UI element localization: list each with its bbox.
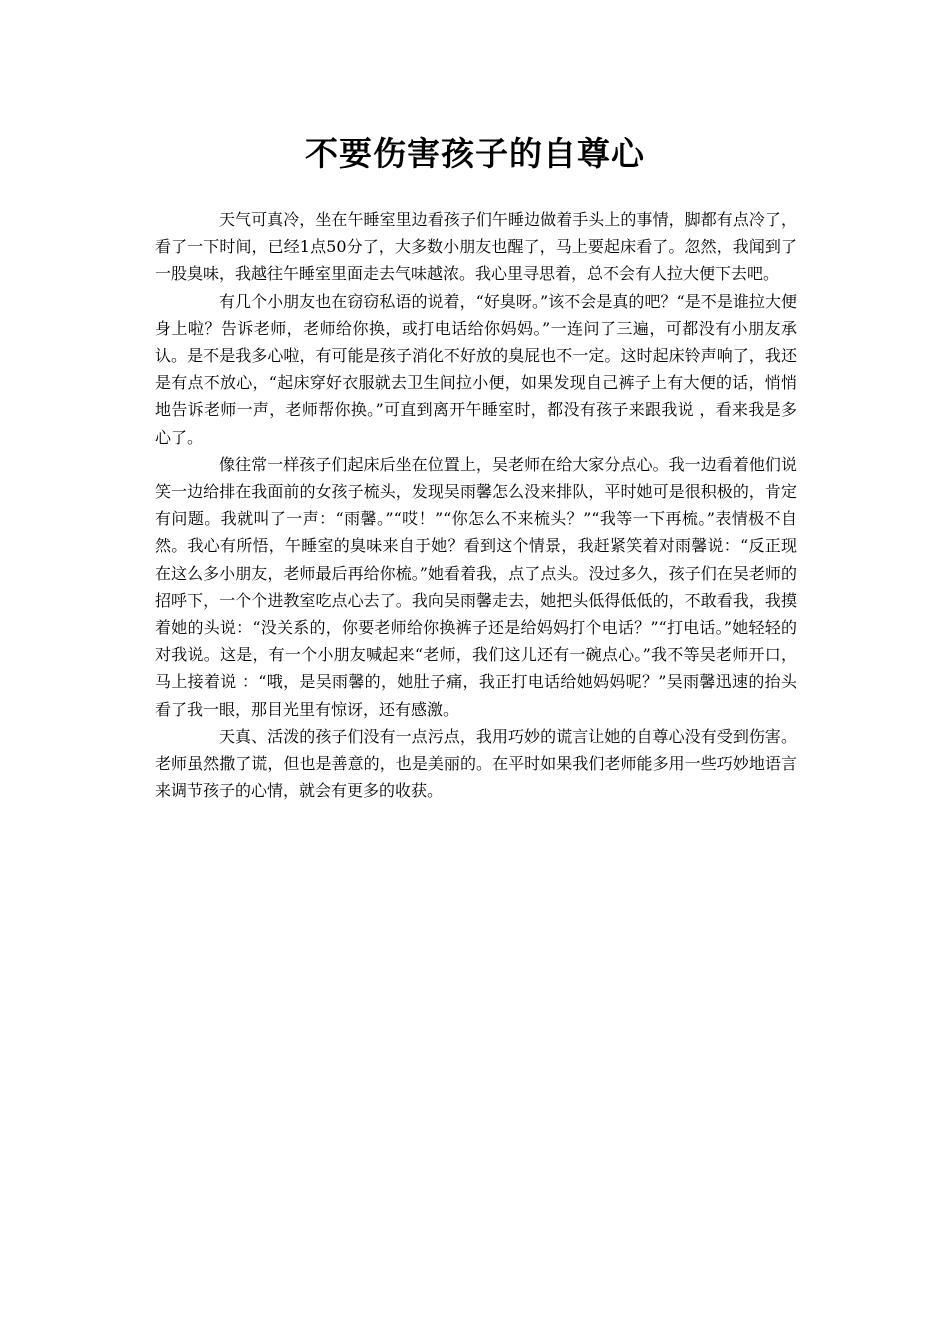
paragraph-1: 天气可真冷，坐在午睡室里边看孩子们午睡边做着手头上的事情，脚都有点冷了，看了一下时间，已经1点50分了，大多数小朋友也醒了，马上要起床看了。忽然，我闻到了一股臭味，我越往午睡室里面走去气味越浓。我心里寻思着，总不会有人拉大便下去吧。 (155, 210, 797, 284)
paragraph-2: 有几个小朋友也在窃窃私语的说着，“好臭呀。”该不会是真的吧？“是不是谁拉大便身上啦？告诉老师，老师给你换，或打电话给你妈妈。”一连问了三遍，可都没有小朋友承认。是不是我多心啦，有可能是孩子消化不好放的臭屁也不一定。这时起床铃声响了，我还是有点不放心，“起床穿好衣服就去卫生间拉小便，如果发现自己裤子上有大便的话，悄悄地告诉老师一声，老师帮你换。”可直到离开午睡室时，都没有孩子来跟我说 ，看来我是多心了。 (155, 291, 797, 447)
document-title: 不要伤害孩子的自尊心 (305, 134, 645, 173)
paragraph-4: 天真、活泼的孩子们没有一点污点，我用巧妙的谎言让她的自尊心没有受到伤害。老师虽然撒了谎，但也是善意的，也是美丽的。在平时如果我们老师能多用一些巧妙地语言来调节孩子的心情，就会有更多的收获。 (155, 726, 797, 801)
paragraph-3: 像往常一样孩子们起床后坐在位置上，吴老师在给大家分点心。我一边看着他们说笑一边给排在我面前的女孩子梳头，发现吴雨馨怎么没来排队，平时她可是很积极的，肯定有问题。我就叫了一声：“雨馨。”“哎！”“你怎么不来梳头？”“我等一下再梳。”表情极不自然。我心有所悟，午睡室的臭味来自于她？看到这个情景，我赶紧笑着对雨馨说：“反正现在这么多小朋友，老师最后再给你梳。”她看着我，点了点头。没过多久，孩子们在吴老师的招呼下，一个个进教室吃点心去了。我向吴雨馨走去，她把头低得低低的，不敢看我，我摸着她的头说：“没关系的，你要老师给你换裤子还是给妈妈打个电话？”“打电话。”她轻轻的对我说。这是，有一个小朋友喊起来“老师，我们这儿还有一碗点心。”我不等吴老师开口，马上接着说 ：“哦，是吴雨馨的，她肚子痛，我正打电话给她妈妈呢？”吴雨馨迅速的抬头看了我一眼，那目光里有惊讶，还有感激。 (155, 454, 797, 719)
document-body (155, 206, 797, 804)
